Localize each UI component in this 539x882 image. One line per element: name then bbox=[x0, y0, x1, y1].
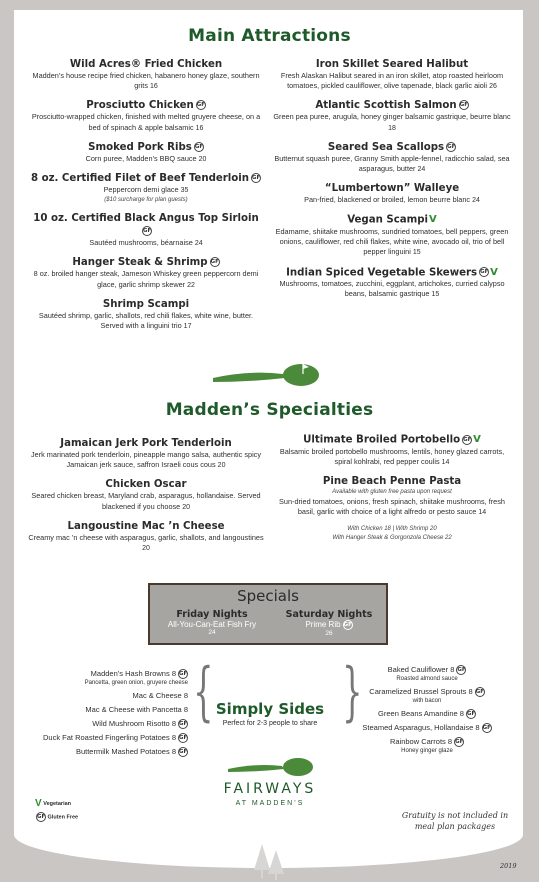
legend-vegetarian: V Vegetarian bbox=[35, 798, 72, 809]
item-description-text: Sautéed shrimp, garlic, shallots, red chili flakes, white wine, butter. Served with a linguini trio bbox=[38, 310, 254, 331]
item-name-text: 8 oz. Certified Filet of Beef Tenderloin bbox=[30, 173, 250, 185]
year-label: 2019 bbox=[500, 862, 517, 870]
side-price: 8 bbox=[450, 665, 455, 674]
menu-item bbox=[272, 99, 512, 133]
gluten-free-icon: GF bbox=[482, 725, 491, 732]
gluten-free-icon: GF bbox=[194, 143, 204, 150]
item-name bbox=[272, 213, 512, 227]
item-description bbox=[28, 71, 264, 92]
simply-sides-subheading: Perfect for 2-3 people to share bbox=[222, 720, 318, 727]
side-name-text: Steamed Asparagus, Hollandaise bbox=[362, 723, 474, 733]
item-description-text: Mushrooms, tomatoes, zucchini, eggplant, artichokes, curried calypso beans, balsamic gastrique bbox=[279, 279, 505, 299]
simply-sides-heading: Simply Sides bbox=[215, 700, 325, 718]
fairways-tagline: AT MADDEN’S bbox=[235, 800, 305, 807]
item-price: 24 bbox=[194, 240, 203, 248]
item-description bbox=[272, 195, 512, 206]
item-name-text: “Lumbertown” Walleye bbox=[324, 183, 460, 195]
spoon-icon bbox=[226, 755, 316, 779]
side-subtext: Honey ginger glaze bbox=[401, 748, 453, 755]
sides-left-list bbox=[20, 668, 188, 760]
gluten-free-icon: GF bbox=[179, 735, 188, 742]
vegetarian-icon: V bbox=[429, 214, 437, 226]
item-description-text: Balsamic broiled portobello mushrooms, lentils, honey glazed carrots, spiral kohlrabi, red pepper coulis bbox=[279, 446, 505, 466]
side-name bbox=[20, 718, 188, 729]
side-name-text: Caramelized Brussel Sprouts bbox=[369, 687, 467, 697]
item-description bbox=[28, 533, 264, 554]
gluten-free-icon: GF bbox=[466, 711, 476, 718]
item-note: ($10 surcharge for plan guests) bbox=[104, 197, 188, 204]
menu-item bbox=[28, 256, 264, 290]
side-price: 8 bbox=[183, 691, 188, 701]
item-price: 20 bbox=[142, 545, 150, 553]
specials-heading: Specials bbox=[237, 587, 299, 605]
side-name bbox=[20, 732, 188, 743]
item-name-text: Shrimp Scampi bbox=[102, 298, 190, 310]
side-name bbox=[352, 736, 502, 747]
side-item bbox=[352, 664, 502, 683]
item-name-text: Ultimate Broiled Portobello bbox=[303, 434, 461, 446]
gluten-free-icon: GF bbox=[210, 259, 219, 266]
vegetarian-icon: V bbox=[35, 798, 42, 809]
item-description bbox=[272, 154, 512, 175]
gluten-free-icon: GF bbox=[252, 175, 261, 182]
item-price: 20 bbox=[198, 155, 207, 163]
side-price: 8 bbox=[171, 733, 176, 743]
item-name bbox=[28, 437, 264, 450]
side-item bbox=[352, 686, 502, 705]
special-saturday bbox=[274, 609, 384, 637]
menu-item bbox=[272, 58, 512, 92]
item-name bbox=[28, 58, 264, 71]
item-name-text: 10 oz. Certified Black Angus Top Sirloin bbox=[33, 213, 259, 225]
menu-item bbox=[272, 266, 512, 301]
special-day: Friday Nights bbox=[176, 609, 248, 620]
spoon-icon bbox=[209, 360, 329, 390]
special-day: Saturday Nights bbox=[285, 609, 373, 620]
item-price: 18 bbox=[388, 124, 396, 132]
item-description bbox=[272, 71, 512, 92]
menu-item bbox=[28, 99, 264, 133]
side-name-text: Mac & Cheese with Pancetta bbox=[85, 705, 182, 715]
vegetarian-icon: V bbox=[473, 434, 481, 445]
item-name-text: Hanger Steak & Shrimp bbox=[72, 257, 208, 269]
item-description bbox=[28, 185, 264, 196]
menu-item bbox=[272, 141, 512, 175]
special-dish: All-You-Can-Eat Fish Fry bbox=[167, 620, 257, 629]
item-price: 16 bbox=[150, 83, 158, 91]
item-name-text: Atlantic Scottish Salmon bbox=[315, 100, 457, 112]
item-name-text: Seared Sea Scallops bbox=[327, 141, 445, 153]
side-item bbox=[352, 708, 502, 719]
item-name-text: Indian Spiced Vegetable Skewers bbox=[286, 267, 478, 279]
side-price: 8 bbox=[447, 737, 453, 747]
gluten-free-icon: GF bbox=[475, 689, 484, 696]
item-name-text: Pine Beach Penne Pasta bbox=[322, 475, 462, 487]
main-attractions-heading: Main Attractions bbox=[188, 26, 351, 46]
side-item bbox=[352, 736, 502, 755]
item-price: 14 bbox=[441, 458, 450, 466]
item-description-text: Green pea puree, arugula, honey ginger balsamic gastrique, beurre blanc bbox=[273, 112, 511, 122]
left-brace: { bbox=[193, 655, 214, 729]
side-name-text: Baked Cauliflower bbox=[387, 665, 449, 674]
item-name bbox=[272, 58, 512, 71]
item-name bbox=[272, 182, 512, 195]
menu-item bbox=[272, 182, 512, 206]
special-price: 24 bbox=[208, 629, 216, 636]
item-description-text: Sautéed mushrooms, béarnaise bbox=[89, 238, 193, 248]
item-description-text: Butternut squash puree, Granny Smith apple-fennel, radicchio salad, sea asparagus, butter bbox=[274, 153, 510, 174]
item-description bbox=[272, 497, 512, 518]
vegetarian-icon: V bbox=[490, 266, 498, 278]
item-description bbox=[28, 491, 264, 512]
item-description bbox=[272, 447, 512, 468]
main-left-column bbox=[28, 58, 264, 339]
gluten-free-icon: GF bbox=[196, 102, 206, 109]
side-subtext: Pancetta, green onion, gruyere cheese bbox=[84, 680, 188, 687]
item-name bbox=[28, 298, 264, 311]
side-name-text: Rainbow Carrots bbox=[389, 737, 446, 747]
specials-box bbox=[148, 583, 388, 645]
pasta-addon: With Chicken 18 | With Shrimp 20 bbox=[347, 526, 437, 533]
item-description-text: Madden’s house recipe fried chicken, habanero honey glaze, southern grits bbox=[32, 71, 260, 91]
item-price: 15 bbox=[431, 291, 440, 299]
legend bbox=[34, 798, 78, 822]
item-description bbox=[28, 238, 264, 249]
item-name bbox=[272, 266, 512, 280]
side-subtext: with bacon bbox=[412, 698, 442, 705]
side-name-text: Green Beans Amandine bbox=[378, 709, 458, 719]
gluten-free-icon: GF bbox=[179, 721, 188, 728]
item-name bbox=[272, 99, 512, 112]
item-name-text: Jamaican Jerk Pork Tenderloin bbox=[60, 438, 232, 449]
item-price: 26 bbox=[489, 83, 497, 91]
item-note: Available with gluten free pasta upon request bbox=[332, 488, 452, 495]
gluten-free-icon: GF bbox=[179, 749, 188, 756]
side-name-text: Duck Fat Roasted Fingerling Potatoes bbox=[43, 733, 170, 743]
menu-item bbox=[28, 478, 264, 512]
item-name bbox=[272, 433, 512, 447]
side-name bbox=[352, 708, 502, 719]
item-name bbox=[28, 172, 264, 185]
item-name bbox=[272, 141, 512, 154]
side-item bbox=[20, 668, 188, 687]
gluten-free-icon: GF bbox=[459, 102, 468, 109]
legend-gluten-free: GF Gluten Free bbox=[37, 814, 79, 821]
fairways-logo: FAIRWAYS bbox=[223, 781, 317, 797]
item-description bbox=[272, 227, 512, 259]
item-price: 17 bbox=[183, 323, 192, 331]
item-description bbox=[272, 112, 512, 133]
menu-item bbox=[28, 141, 264, 165]
item-name-text: Vegan Scampi bbox=[347, 214, 429, 226]
special-friday bbox=[156, 609, 268, 636]
item-price: 15 bbox=[412, 249, 421, 257]
side-price: 8 bbox=[171, 669, 176, 678]
item-name-text: Langoustine Mac ’n Cheese bbox=[67, 520, 225, 532]
item-price: 20 bbox=[217, 462, 226, 470]
special-dish: Prime Rib GF bbox=[305, 620, 352, 630]
specialties-heading: Madden’s Specialties bbox=[165, 400, 374, 420]
gratuity-note: Gratuity is not included in meal plan packages bbox=[401, 811, 509, 831]
side-name bbox=[20, 690, 188, 701]
item-price: 24 bbox=[472, 197, 480, 205]
item-price: 22 bbox=[187, 281, 195, 289]
side-name bbox=[352, 664, 502, 675]
gluten-free-icon: GF bbox=[463, 436, 472, 443]
item-name bbox=[28, 478, 264, 491]
side-item bbox=[20, 732, 188, 743]
side-price: 8 bbox=[459, 709, 464, 719]
side-item bbox=[20, 746, 188, 757]
menu-item bbox=[28, 58, 264, 92]
item-name-text: Iron Skillet Seared Halibut bbox=[315, 59, 469, 70]
sides-right-list bbox=[352, 664, 502, 758]
menu-item bbox=[28, 437, 264, 471]
gluten-free-icon: GF bbox=[143, 228, 152, 235]
item-description-text: Edamame, shiitake mushrooms, sundried tomatoes, bell peppers, green onions, cauliflower, red chili flakes, white wine, avocado oil, trio of bell pepper linguini bbox=[275, 226, 509, 257]
menu-item bbox=[272, 213, 512, 258]
gluten-free-icon: GF bbox=[447, 143, 456, 150]
item-description bbox=[272, 279, 512, 300]
item-name bbox=[28, 212, 264, 238]
side-subtext: Roasted almond sauce bbox=[396, 676, 458, 683]
side-name-text: Madden’s Hash Browns bbox=[90, 669, 170, 678]
item-name bbox=[272, 475, 512, 488]
side-item bbox=[20, 690, 188, 701]
item-name bbox=[28, 141, 264, 154]
item-name bbox=[28, 256, 264, 269]
side-name bbox=[352, 722, 502, 733]
item-name-text: Wild Acres® Fried Chicken bbox=[69, 59, 223, 70]
item-name-text: Prosciutto Chicken bbox=[86, 100, 194, 112]
side-name bbox=[20, 668, 188, 679]
trees-icon bbox=[250, 838, 290, 882]
item-description bbox=[28, 311, 264, 332]
gluten-free-icon: GF bbox=[480, 269, 489, 276]
pasta-addon: With Hanger Steak & Gorgonzola Cheese 22 bbox=[332, 535, 452, 542]
item-price: 20 bbox=[182, 503, 191, 511]
side-price: 8 bbox=[468, 687, 473, 697]
side-item bbox=[20, 718, 188, 729]
specialties-right-column bbox=[272, 433, 512, 543]
item-description bbox=[28, 154, 264, 165]
side-name-text: Buttermilk Mashed Potatoes bbox=[75, 747, 170, 757]
item-price: 14 bbox=[478, 509, 487, 517]
item-price: 35 bbox=[180, 187, 189, 195]
item-description bbox=[28, 112, 264, 133]
item-name bbox=[28, 520, 264, 533]
side-item bbox=[20, 704, 188, 715]
specialties-left-column bbox=[28, 437, 264, 561]
item-description-text: 8 oz. broiled hanger steak, Jameson Whiskey green peppercorn demi glace, garlic shrimp skewer bbox=[33, 269, 259, 289]
gluten-free-icon: GF bbox=[343, 622, 352, 628]
item-description-text: Seared chicken breast, Maryland crab, asparagus, hollandaise. Served blackened if you choose bbox=[31, 491, 261, 511]
gluten-free-icon: GF bbox=[37, 814, 46, 820]
item-name-text: Chicken Oscar bbox=[105, 479, 187, 491]
item-description-text: Prosciutto-wrapped chicken, finished with melted gruyere cheese, on a bed of spinach & apple balsamic bbox=[31, 112, 261, 132]
side-price: 8 bbox=[171, 747, 176, 757]
menu-item bbox=[28, 212, 264, 249]
side-name bbox=[20, 746, 188, 757]
item-description bbox=[28, 269, 264, 290]
item-price: 16 bbox=[195, 124, 204, 132]
special-price: 26 bbox=[325, 630, 333, 637]
side-name-text: Mac & Cheese bbox=[132, 691, 182, 701]
item-description-text: Pan-fried, blackened or broiled, lemon beurre blanc bbox=[304, 195, 471, 205]
right-brace: } bbox=[342, 655, 363, 729]
side-item bbox=[352, 722, 502, 733]
item-price: 24 bbox=[417, 166, 426, 174]
side-name bbox=[352, 686, 502, 697]
item-description bbox=[28, 450, 264, 471]
side-price: 8 bbox=[475, 723, 480, 733]
item-description-text: Sun-dried tomatoes, onions, fresh spinach, shiitake mushrooms, fresh basil, garlic with choice of a light alfredo or pesto sauce bbox=[279, 496, 505, 517]
item-description-text: Peppercorn demi glace bbox=[103, 185, 179, 195]
item-description-text: Jerk marinated pork tenderloin, pineapple mango salsa, authentic spicy Jamaican jerk sauce, saffron Israeli cous cous bbox=[31, 450, 261, 470]
item-description-text: Corn puree, Madden’s BBQ sauce bbox=[85, 153, 197, 163]
item-description-text: Fresh Alaskan Halibut seared in an iron skillet, atop roasted heirloom tomatoes, pickled cauliflower, olive tapenade, black garlic aioli bbox=[280, 71, 504, 91]
menu-item bbox=[28, 298, 264, 332]
gluten-free-icon: GF bbox=[457, 667, 466, 674]
side-name-text: Wild Mushroom Risotto bbox=[92, 719, 170, 729]
side-name bbox=[20, 704, 188, 715]
menu-item bbox=[28, 172, 264, 205]
item-description-text: Creamy mac ’n cheese with asparagus, garlic, shallots, and langoustines bbox=[28, 532, 264, 542]
menu-item bbox=[272, 433, 512, 468]
menu-item bbox=[272, 475, 512, 518]
side-price: 8 bbox=[183, 705, 188, 715]
main-right-column bbox=[272, 58, 512, 307]
item-name bbox=[28, 99, 264, 112]
menu-item bbox=[28, 520, 264, 554]
gluten-free-icon: GF bbox=[179, 671, 188, 678]
gluten-free-icon: GF bbox=[455, 739, 464, 746]
item-name-text: Smoked Pork Ribs bbox=[88, 141, 192, 153]
side-price: 8 bbox=[171, 719, 176, 729]
